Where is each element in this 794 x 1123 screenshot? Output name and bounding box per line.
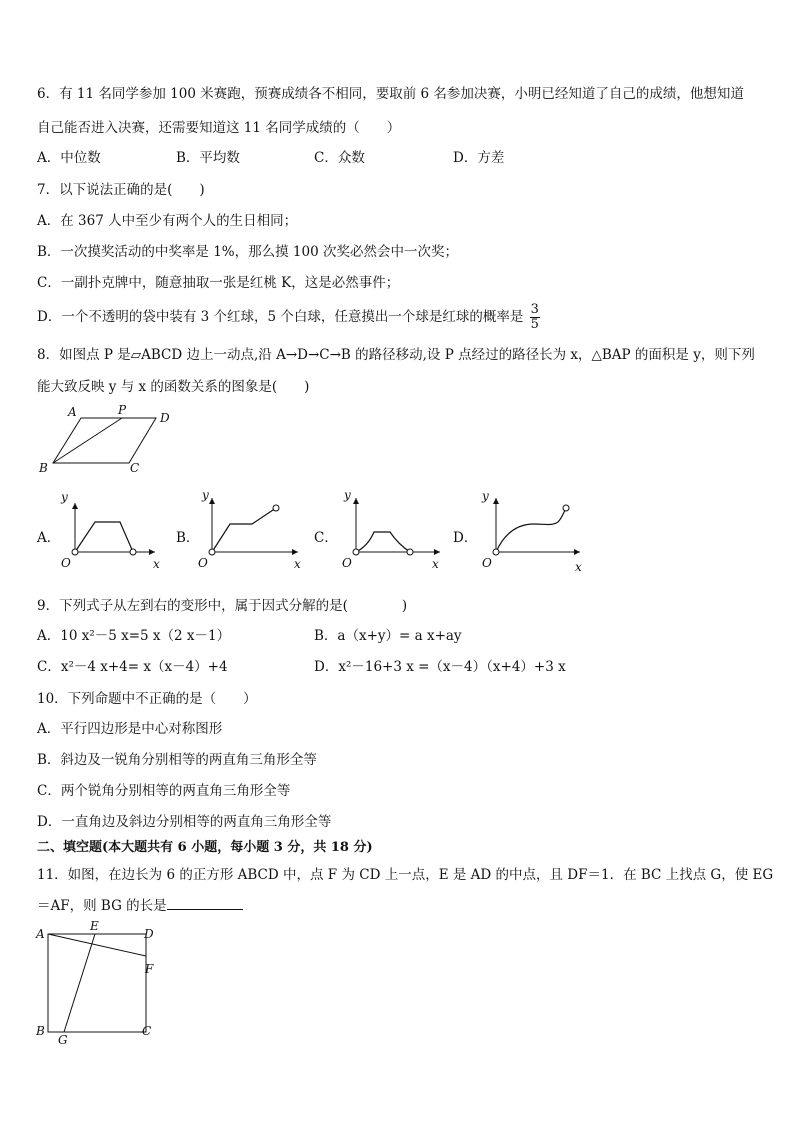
open-point-origin	[493, 549, 499, 555]
fraction-denominator: 5	[530, 317, 539, 332]
q9-option-a: A．10 x²－5 x=5 x（2 x－1）	[37, 628, 231, 644]
segment-bp	[53, 418, 122, 463]
q11-stem-line1: 11．如图，在边长为 6 的正方形 ABCD 中，点 F 为 CD 上一点，E 是 AD 的中点，且 DF＝1．在 BC 上找点 G，使 EG	[37, 867, 774, 883]
graph-d-curve	[496, 508, 566, 552]
q8-option-b-label: B．	[176, 530, 200, 546]
label-b: B	[36, 1024, 45, 1038]
x-axis-arrow-icon	[434, 549, 440, 555]
label-d: D	[144, 927, 154, 941]
graph-b	[190, 488, 310, 573]
x-label: x	[294, 557, 301, 571]
section-2-title: 二、填空题(本大题共有 6 小题，每小题 3 分，共 18 分)	[37, 840, 373, 855]
x-label: x	[432, 557, 439, 571]
graph-b-curve	[212, 508, 276, 552]
label-b: B	[39, 461, 48, 475]
q9-option-b: B．a（x+y）= a x+ay	[314, 628, 462, 644]
label-f: F	[145, 962, 154, 976]
q11-stem-line2	[37, 894, 243, 914]
open-point-origin	[72, 549, 78, 555]
y-label: y	[202, 488, 209, 502]
y-axis-arrow-icon	[209, 498, 215, 504]
y-label: y	[61, 490, 68, 504]
open-point-origin	[209, 549, 215, 555]
q7-option-d	[37, 303, 540, 332]
q7-option-a: A．在 367 人中至少有两个人的生日相同；	[37, 213, 298, 229]
q10-option-a: A．平行四边形是中心对称图形	[37, 721, 223, 737]
x-label: x	[153, 557, 160, 571]
x-axis-arrow-icon	[292, 549, 298, 555]
x-axis-arrow-icon	[574, 549, 580, 555]
q9-option-c: C．x²－4 x+4= x（x－4）+4	[37, 659, 228, 675]
q7-option-b: B．一次摸奖活动的中奖率是 1%，那么摸 100 次奖必然会中一次奖；	[37, 244, 458, 260]
q11-stem-line2-text: ＝AF，则 BG 的长是	[37, 898, 167, 914]
q10-stem: 10．下列命题中不正确的是（ ）	[37, 691, 257, 707]
q9-option-d: D．x²－16+3 x =（x－4）（x+4）+3 x	[314, 659, 566, 675]
label-c: C	[130, 461, 140, 475]
q8-option-d-label: D．	[453, 530, 478, 546]
graph-c	[334, 488, 449, 573]
parallelogram-figure	[36, 402, 186, 477]
label-c: C	[142, 1024, 152, 1038]
q6-stem-line1: 6．有 11 名同学参加 100 米赛跑，预赛成绩各不相同，要取前 6 名参加决赛，小明已经知道了自己的成绩，他想知道	[37, 86, 744, 102]
origin-label: O	[342, 556, 352, 570]
origin-label: O	[482, 556, 492, 570]
y-label: y	[344, 488, 351, 502]
q6-option-d: D．方差	[453, 150, 505, 166]
open-point-end	[563, 505, 569, 511]
label-d: D	[160, 411, 170, 425]
label-a: A	[36, 927, 45, 941]
graph-a	[55, 488, 170, 573]
label-p: P	[118, 403, 127, 417]
q7-option-c: C．一副扑克牌中，随意抽取一张是红桃 K，这是必然事件；	[37, 275, 400, 291]
origin-label: O	[198, 556, 208, 570]
label-e: E	[90, 919, 99, 933]
y-axis-arrow-icon	[353, 498, 359, 504]
graph-c-curve	[356, 532, 410, 552]
graph-d	[472, 488, 587, 576]
q8-stem-line1: 8．如图点 P 是▱ABCD 边上一动点,沿 A→D→C→B 的路径移动,设 P 点经过的路径长为 x，△BAP 的面积是 y，则下列	[37, 347, 755, 363]
open-point-origin	[353, 549, 359, 555]
origin-label: O	[61, 556, 71, 570]
q10-option-c: C．两个锐角分别相等的两直角三角形全等	[37, 783, 291, 799]
q10-option-b: B．斜边及一锐角分别相等的两直角三角形全等	[37, 752, 317, 768]
q6-option-b: B．平均数	[176, 150, 240, 166]
y-axis-arrow-icon	[493, 498, 499, 504]
q8-option-c-label: C．	[314, 530, 338, 546]
q6-option-a: A．中位数	[37, 150, 101, 166]
graph-a-curve	[75, 522, 133, 552]
probability-fraction	[530, 303, 540, 332]
square-figure	[34, 918, 164, 1046]
q7-option-d-text: D．一个不透明的袋中装有 3 个红球，5 个白球，任意摸出一个球是红球的概率是	[37, 309, 524, 325]
open-point-end	[273, 505, 279, 511]
y-label: y	[482, 489, 489, 503]
q6-option-c: C．众数	[314, 150, 365, 166]
parallelogram-abcd	[53, 418, 156, 463]
label-a: A	[68, 405, 77, 419]
square-abcd	[48, 934, 146, 1032]
open-point-end	[130, 549, 136, 555]
label-g: G	[58, 1033, 68, 1046]
q6-stem-line2: 自己能否进入决赛，还需要知道这 11 名同学成绩的（ ）	[37, 120, 401, 136]
segment-af	[48, 934, 146, 956]
q9-stem: 9．下列式子从左到右的变形中，属于因式分解的是( )	[37, 598, 408, 614]
q7-stem: 7．以下说法正确的是( )	[37, 182, 205, 198]
open-point-end	[407, 549, 413, 555]
answer-blank	[167, 897, 243, 910]
x-label: x	[575, 560, 582, 574]
q8-option-a-label: A．	[37, 530, 61, 546]
x-axis-arrow-icon	[149, 549, 155, 555]
fraction-numerator: 3	[530, 302, 539, 317]
y-axis-arrow-icon	[72, 503, 78, 509]
q8-stem-line2: 能大致反映 y 与 x 的函数关系的图象是( )	[37, 379, 310, 395]
segment-eg	[64, 934, 95, 1032]
q10-option-d: D．一直角边及斜边分别相等的两直角三角形全等	[37, 814, 332, 830]
